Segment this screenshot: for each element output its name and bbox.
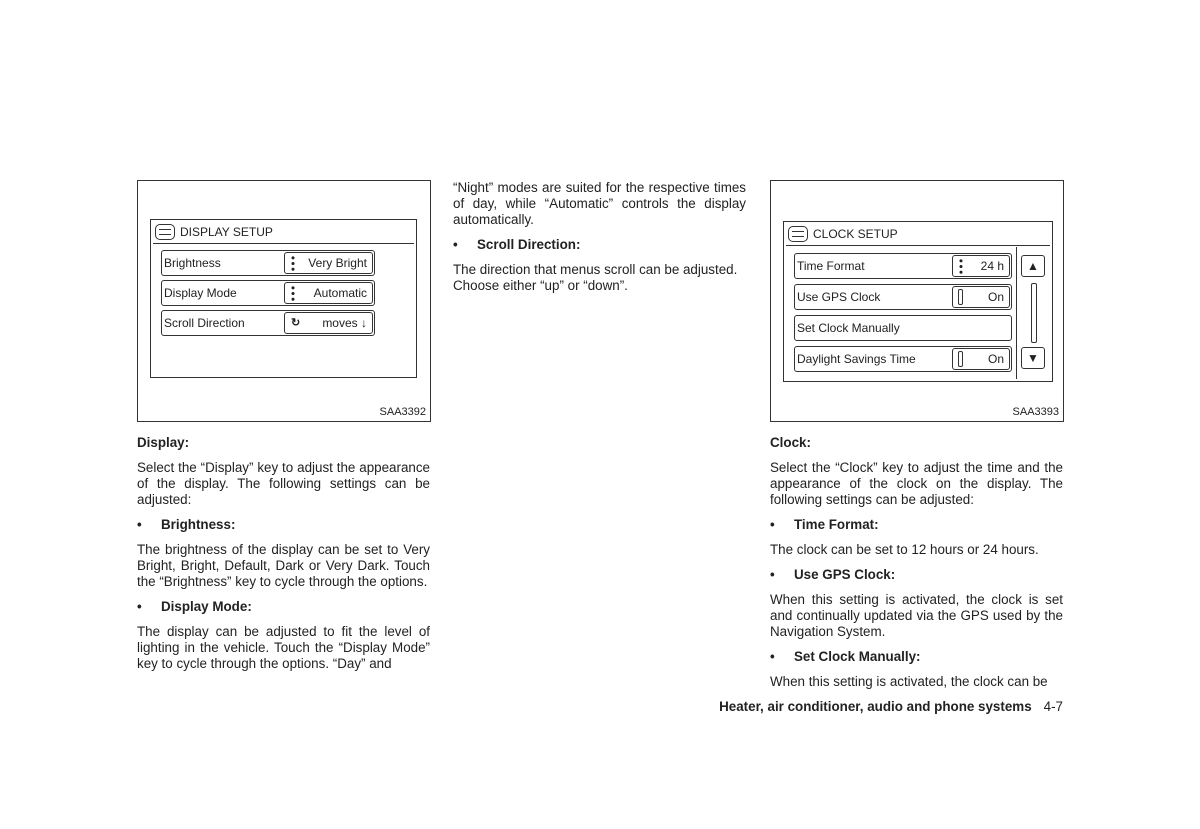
scroll-direction-value[interactable] — [284, 312, 373, 334]
display-mode-row[interactable] — [161, 280, 375, 306]
toggle-indicator-icon — [958, 351, 963, 367]
figure-clock-setup — [770, 180, 1064, 422]
scroll-direction-bullet-label: Scroll Direction: — [477, 237, 581, 252]
set-clock-manually-label: Set Clock Manually — [797, 321, 900, 335]
figure-display-setup — [137, 180, 431, 422]
scroll-cycle-icon: ↻ — [291, 317, 301, 329]
scroll-direction-value-text: moves ↓ — [322, 316, 367, 330]
set-clock-text: When this setting is activated, the clock can be — [770, 674, 1048, 689]
time-format-label: Time Format — [797, 259, 865, 273]
figure-id: SAA3392 — [379, 406, 426, 418]
brightness-row[interactable] — [161, 250, 375, 276]
time-format-text: The clock can be set to 12 hours or 24 hours. — [770, 542, 1039, 557]
clock-intro: Select the “Clock” key to adjust the time and the appearance of the clock on the display. The following settings can be adjusted: — [770, 460, 1063, 507]
display-mode-value[interactable] — [284, 282, 373, 304]
gps-clock-text: When this setting is activated, the clock is set and continually updated via the GPS used by the Navigation System. — [770, 592, 1063, 639]
use-gps-clock-row[interactable] — [794, 284, 1012, 310]
clock-heading: Clock: — [770, 435, 811, 450]
scroll-track[interactable] — [1031, 283, 1037, 343]
page-number: 4-7 — [1043, 699, 1063, 714]
toggle-indicator-icon — [958, 289, 963, 305]
brightness-bullet: • Brightness: — [137, 517, 236, 532]
clock-setup-title: CLOCK SETUP — [813, 227, 898, 241]
scroll-down-button[interactable]: ▼ — [1021, 347, 1045, 369]
brightness-label: Brightness — [164, 256, 221, 270]
set-clock-bullet-label: Set Clock Manually: — [794, 649, 921, 664]
display-mode-bullet: • Display Mode: — [137, 599, 252, 614]
brightness-value-text: Very Bright — [308, 256, 367, 270]
use-gps-clock-toggle[interactable] — [952, 286, 1010, 308]
section-title: Heater, air conditioner, audio and phone systems — [719, 699, 1032, 714]
column-2 — [453, 180, 746, 303]
brightness-bullet-label: Brightness: — [161, 517, 236, 532]
daylight-savings-toggle[interactable] — [952, 348, 1010, 370]
scrollbar[interactable] — [1016, 247, 1051, 379]
clock-setup-title-bar — [786, 224, 1050, 246]
scroll-direction-bullet: • Scroll Direction: — [453, 237, 581, 252]
display-mode-value-text: Automatic — [313, 286, 367, 300]
display-mode-bullet-label: Display Mode: — [161, 599, 252, 614]
time-format-row[interactable] — [794, 253, 1012, 279]
display-intro: Select the “Display” key to adjust the appearance of the display. The following settings can be adjusted: — [137, 460, 430, 507]
column-3 — [770, 435, 1063, 699]
setup-icon — [788, 226, 808, 242]
scroll-up-button[interactable]: ▲ — [1021, 255, 1045, 277]
display-setup-screen — [150, 219, 417, 378]
set-clock-bullet: • Set Clock Manually: — [770, 649, 921, 664]
figure-id: SAA3393 — [1012, 406, 1059, 418]
display-heading: Display: — [137, 435, 190, 450]
daylight-savings-label: Daylight Savings Time — [797, 352, 916, 366]
daylight-savings-value-text: On — [987, 352, 1004, 366]
daylight-savings-row[interactable] — [794, 346, 1012, 372]
display-mode-continued: “Night” modes are suited for the respective times of day, while “Automatic” controls the display automatically. — [453, 180, 746, 227]
scroll-direction-label: Scroll Direction — [164, 316, 245, 330]
display-mode-text: The display can be adjusted to fit the level of lighting in the vehicle. Touch the “Display Mode” key to cycle through the options. “Day” and — [137, 624, 430, 671]
page-footer — [719, 699, 1063, 714]
setup-icon — [155, 224, 175, 240]
gps-clock-bullet: • Use GPS Clock: — [770, 567, 896, 582]
display-setup-title-bar — [153, 222, 414, 244]
column-1 — [137, 435, 430, 681]
dots-icon — [959, 258, 963, 275]
gps-clock-bullet-label: Use GPS Clock: — [794, 567, 896, 582]
brightness-value[interactable] — [284, 252, 373, 274]
display-setup-title: DISPLAY SETUP — [180, 225, 273, 239]
dots-icon — [291, 285, 295, 302]
use-gps-clock-label: Use GPS Clock — [797, 290, 881, 304]
time-format-bullet-label: Time Format: — [794, 517, 879, 532]
dots-icon — [291, 255, 295, 272]
display-mode-label: Display Mode — [164, 286, 237, 300]
scroll-direction-text: The direction that menus scroll can be adjusted. Choose either “up” or “down”. — [453, 262, 738, 293]
use-gps-clock-value-text: On — [987, 290, 1004, 304]
clock-setup-screen — [783, 221, 1053, 382]
time-format-value[interactable] — [952, 255, 1010, 277]
time-format-bullet: • Time Format: — [770, 517, 879, 532]
scroll-direction-row[interactable] — [161, 310, 375, 336]
time-format-value-text: 24 h — [980, 259, 1004, 273]
brightness-text: The brightness of the display can be set to Very Bright, Bright, Default, Dark or Very Dark. Touch the “Brightness” key to cycle through the options. — [137, 542, 430, 589]
set-clock-manually-row[interactable] — [794, 315, 1012, 341]
